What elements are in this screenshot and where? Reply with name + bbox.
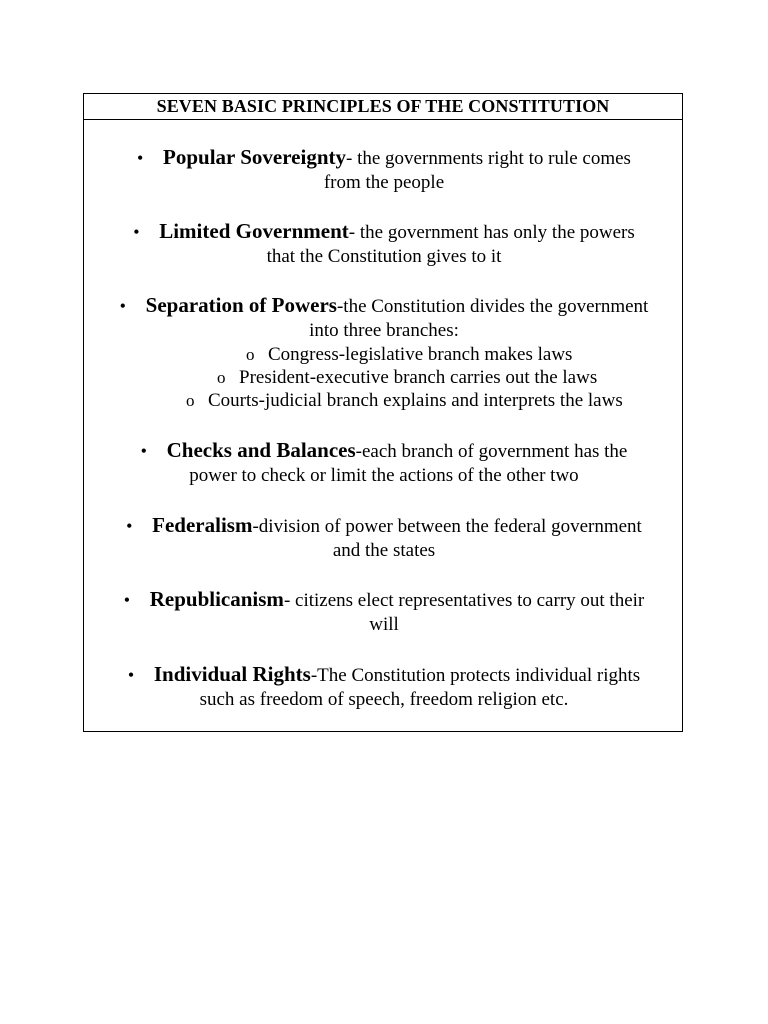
sub-item-president bbox=[217, 366, 597, 389]
principle-term: Separation of Powers bbox=[145, 293, 337, 317]
principle-term: Checks and Balances bbox=[166, 438, 356, 462]
sub-item-text: Congress-legislative branch makes laws bbox=[268, 344, 573, 365]
principle-desc: -The Constitution protects individual rights bbox=[310, 665, 641, 686]
principle-desc: -division of power between the federal government bbox=[252, 516, 642, 537]
principle-line-1 bbox=[84, 662, 684, 688]
principle-line-1 bbox=[84, 293, 684, 319]
sub-item-courts bbox=[186, 389, 623, 412]
principle-desc-line-2: that the Constitution gives to it bbox=[266, 246, 502, 267]
circle-bullet-icon: o bbox=[186, 391, 195, 410]
principle-desc: - the governments right to rule comes bbox=[346, 148, 631, 169]
principle-separation-of-powers bbox=[84, 293, 684, 343]
principle-checks-and-balances bbox=[84, 438, 684, 488]
table-body bbox=[84, 120, 682, 732]
principles-table bbox=[83, 93, 683, 732]
principle-line-1 bbox=[84, 587, 684, 613]
principle-desc: -each branch of government has the bbox=[355, 441, 628, 462]
bullet-icon: • bbox=[126, 516, 133, 536]
principle-line-1 bbox=[84, 438, 684, 464]
principle-term: Individual Rights bbox=[153, 662, 311, 686]
principle-desc: -the Constitution divides the government bbox=[336, 296, 649, 317]
circle-bullet-icon: o bbox=[246, 345, 255, 364]
sub-item-text: President-executive branch carries out the laws bbox=[239, 367, 598, 388]
bullet-icon: • bbox=[119, 296, 126, 316]
principle-individual-rights bbox=[84, 662, 684, 712]
principle-desc-line-2: and the states bbox=[332, 540, 436, 561]
principle-term: Popular Sovereignty bbox=[163, 145, 347, 169]
principle-desc-line-2: from the people bbox=[323, 172, 445, 193]
principle-desc: - the government has only the powers bbox=[348, 222, 635, 243]
principle-term: Limited Government bbox=[159, 219, 349, 243]
table-title: SEVEN BASIC PRINCIPLES OF THE CONSTITUTION bbox=[84, 94, 682, 120]
principle-term: Federalism bbox=[152, 513, 253, 537]
principle-desc-line-2: such as freedom of speech, freedom religion etc. bbox=[199, 689, 569, 710]
sub-item-congress bbox=[246, 343, 572, 366]
bullet-icon: • bbox=[133, 222, 140, 242]
principle-republicanism bbox=[84, 587, 684, 637]
principle-term: Republicanism bbox=[149, 587, 284, 611]
bullet-icon: • bbox=[123, 590, 131, 610]
sub-item-text: Courts-judicial branch explains and interprets the laws bbox=[208, 390, 623, 411]
principle-limited-government bbox=[84, 219, 684, 269]
principle-desc-line-2: into three branches: bbox=[309, 320, 459, 341]
bullet-icon: • bbox=[127, 665, 135, 685]
principle-desc-line-2: will bbox=[369, 614, 399, 635]
principle-desc-line-2: power to check or limit the actions of the other two bbox=[189, 465, 579, 486]
principle-line-1 bbox=[84, 145, 684, 171]
circle-bullet-icon: o bbox=[217, 368, 226, 387]
principle-popular-sovereignty bbox=[84, 145, 684, 195]
principle-desc: - citizens elect representatives to carry out their bbox=[283, 590, 645, 611]
bullet-icon: • bbox=[137, 148, 144, 168]
principle-line-1 bbox=[84, 219, 684, 245]
bullet-icon: • bbox=[140, 441, 147, 461]
principle-line-1 bbox=[84, 513, 684, 539]
principle-federalism bbox=[84, 513, 684, 563]
